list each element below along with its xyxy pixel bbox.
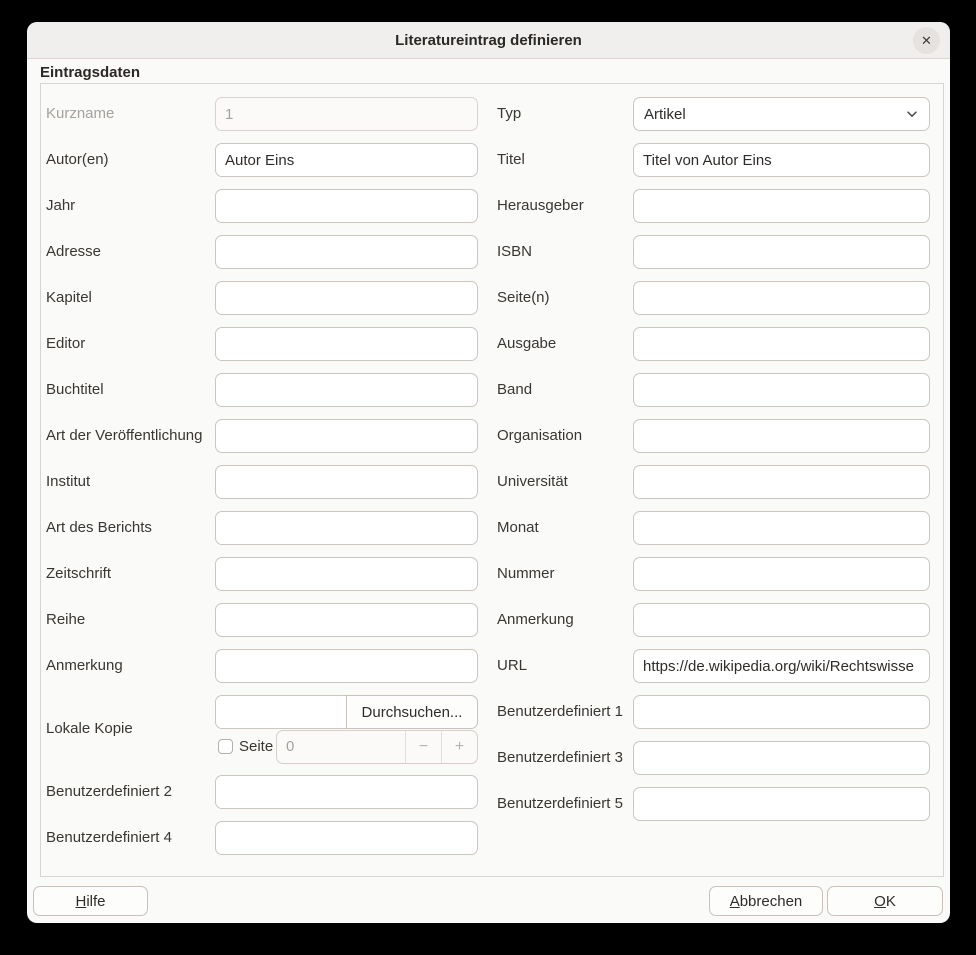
reihe-input[interactable] <box>215 603 478 637</box>
ok-button-label: OK <box>874 892 896 910</box>
universitaet-label: Universität <box>497 473 568 490</box>
seite-spinner-value: 0 <box>286 738 295 755</box>
section-title: Eintragsdaten <box>40 64 141 81</box>
art-des-berichts-label: Art des Berichts <box>46 519 152 536</box>
benutzerdefiniert-3-input[interactable] <box>633 741 930 775</box>
editor-label: Editor <box>46 335 86 352</box>
art-der-veroeffentlichung-input[interactable] <box>215 419 478 453</box>
titel-label: Titel <box>497 151 525 168</box>
lokale-kopie-file-input[interactable] <box>215 695 347 729</box>
anmerkung-links-input[interactable] <box>215 649 478 683</box>
benutzerdefiniert-5-label: Benutzerdefiniert 5 <box>497 795 623 812</box>
chevron-down-icon <box>905 107 919 121</box>
dialog-window <box>27 22 950 923</box>
adresse-label: Adresse <box>46 243 102 260</box>
nummer-label: Nummer <box>497 565 555 582</box>
isbn-input[interactable] <box>633 235 930 269</box>
band-label: Band <box>497 381 533 398</box>
jahr-input[interactable] <box>215 189 478 223</box>
dialog-title: Literatureintrag definieren <box>395 31 582 49</box>
universitaet-input[interactable] <box>633 465 930 499</box>
seiten-input[interactable] <box>633 281 930 315</box>
lokale-kopie-label: Lokale Kopie <box>46 720 133 737</box>
band-input[interactable] <box>633 373 930 407</box>
organisation-label: Organisation <box>497 427 583 444</box>
seiten-label: Seite(n) <box>497 289 550 306</box>
herausgeber-input[interactable] <box>633 189 930 223</box>
typ-label: Typ <box>497 105 522 122</box>
autor-label: Autor(en) <box>46 151 109 168</box>
institut-input[interactable] <box>215 465 478 499</box>
titel-input[interactable] <box>633 143 930 177</box>
benutzerdefiniert-2-label: Benutzerdefiniert 2 <box>46 783 172 800</box>
seite-spinner <box>276 730 478 764</box>
help-button-label: Hilfe <box>75 892 106 910</box>
cancel-button-label: Abbrechen <box>729 892 803 910</box>
spin-minus-button <box>405 731 441 763</box>
url-input[interactable] <box>633 649 930 683</box>
browse-button-label: Durchsuchen... <box>361 703 463 721</box>
art-des-berichts-input[interactable] <box>215 511 478 545</box>
benutzerdefiniert-4-label: Benutzerdefiniert 4 <box>46 829 172 846</box>
typ-selected-value: Artikel <box>644 105 686 123</box>
adresse-input[interactable] <box>215 235 478 269</box>
minus-icon: − <box>418 738 429 755</box>
zeitschrift-input[interactable] <box>215 557 478 591</box>
benutzerdefiniert-1-label: Benutzerdefiniert 1 <box>497 703 623 720</box>
typ-dropdown[interactable] <box>633 97 930 131</box>
benutzerdefiniert-4-input[interactable] <box>215 821 478 855</box>
monat-input[interactable] <box>633 511 930 545</box>
benutzerdefiniert-2-input[interactable] <box>215 775 478 809</box>
buchtitel-input[interactable] <box>215 373 478 407</box>
isbn-label: ISBN <box>497 243 533 260</box>
benutzerdefiniert-5-input[interactable] <box>633 787 930 821</box>
ok-button[interactable] <box>827 886 943 916</box>
titlebar <box>27 22 950 59</box>
kapitel-input[interactable] <box>215 281 478 315</box>
seite-checkbox[interactable] <box>218 739 233 754</box>
buchtitel-label: Buchtitel <box>46 381 104 398</box>
nummer-input[interactable] <box>633 557 930 591</box>
editor-input[interactable] <box>215 327 478 361</box>
anmerkung-rechts-input[interactable] <box>633 603 930 637</box>
kapitel-label: Kapitel <box>46 289 92 306</box>
herausgeber-label: Herausgeber <box>497 197 584 214</box>
autor-input[interactable] <box>215 143 478 177</box>
browse-button[interactable] <box>346 695 478 729</box>
anmerkung-rechts-label: Anmerkung <box>497 611 574 628</box>
benutzerdefiniert-3-label: Benutzerdefiniert 3 <box>497 749 623 766</box>
jahr-label: Jahr <box>46 197 76 214</box>
seite-checkbox-label: Seite <box>239 738 274 755</box>
help-button[interactable] <box>33 886 148 916</box>
monat-label: Monat <box>497 519 539 536</box>
kurzname-input <box>215 97 478 131</box>
close-icon: ✕ <box>921 32 932 48</box>
organisation-input[interactable] <box>633 419 930 453</box>
ausgabe-label: Ausgabe <box>497 335 557 352</box>
anmerkung-links-label: Anmerkung <box>46 657 123 674</box>
close-button[interactable] <box>913 27 940 54</box>
art-der-veroeffentlichung-label: Art der Veröffentlichung <box>46 427 203 444</box>
cancel-button[interactable] <box>709 886 823 916</box>
reihe-label: Reihe <box>46 611 86 628</box>
ausgabe-input[interactable] <box>633 327 930 361</box>
url-label: URL <box>497 657 528 674</box>
benutzerdefiniert-1-input[interactable] <box>633 695 930 729</box>
zeitschrift-label: Zeitschrift <box>46 565 112 582</box>
kurzname-label: Kurzname <box>46 105 115 122</box>
plus-icon: + <box>454 738 465 755</box>
spin-plus-button <box>441 731 477 763</box>
institut-label: Institut <box>46 473 91 490</box>
